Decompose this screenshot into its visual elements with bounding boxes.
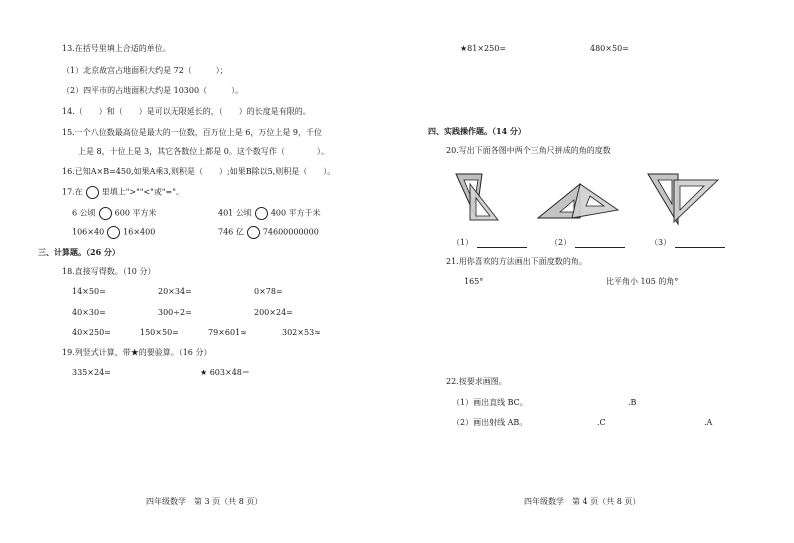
calc-item: 79×601≈ (208, 328, 247, 337)
compare-right: 16×400 (123, 227, 156, 237)
q15-line-2: 上是 8，十位上是 3，其它各数位上都是 0。这个数写作（ ）。 (78, 147, 329, 156)
compare-item (72, 207, 156, 220)
q16: 16.已知A×B=450,如果A乘3,则积是（ ）;如果B除以5,则积是（ ）。 (62, 167, 336, 176)
compare-item (218, 226, 319, 239)
calc-item: 480×50= (590, 44, 629, 53)
q13-item-1: （1）北京故宫占地面积大约是 72（ ）； (62, 66, 228, 75)
calc-item: 20×34= (158, 287, 192, 296)
q19-item-b: ★ 603×48＝ (200, 368, 250, 377)
compare-circle-icon[interactable] (99, 207, 112, 220)
q17-pre: 17.在 (62, 187, 83, 197)
q17-post: 里填上">""<"或"="。 (101, 187, 184, 197)
calc-item: 40×30= (72, 308, 106, 317)
compare-item (218, 207, 321, 220)
answer-line-2 (550, 238, 625, 248)
answer-blank[interactable] (575, 239, 625, 248)
q19-item-a: 335×24= (72, 368, 111, 377)
section-4-title: 四、实践操作题。（14 分） (428, 126, 526, 136)
answer-blank[interactable] (675, 239, 725, 248)
compare-circle-icon[interactable] (255, 207, 268, 220)
q22-item-1: （1）画出直线 BC。 (452, 398, 528, 407)
triangle-ruler-figure-2 (536, 180, 620, 222)
answer-line-1 (452, 238, 527, 248)
calc-item: 302×53≈ (282, 328, 321, 337)
triangle-ruler-figure-3 (646, 170, 720, 226)
calc-item: 0×78= (254, 287, 283, 296)
compare-circle-icon[interactable] (247, 226, 260, 239)
compare-circle-icon (86, 186, 99, 199)
compare-left: 401 公顷 (218, 208, 252, 218)
compare-circle-icon[interactable] (107, 226, 120, 239)
q13-item-2: （2）四平市的占地面积大约是 10300（ ）。 (62, 86, 244, 95)
q15-line-1: 15.一个八位数最高位是最大的一位数，百万位上是 6，万位上是 9，千位 (62, 128, 322, 137)
q17-title (62, 186, 184, 199)
q21-title: 21.用你喜欢的方法画出下面度数的角。 (446, 257, 587, 266)
answer-label: （3） (650, 238, 672, 247)
answer-line-3 (650, 238, 725, 248)
calc-item: ★81×250= (460, 44, 507, 53)
q19-title: 19.列竖式计算，带★的要验算。（16 分） (62, 348, 212, 357)
compare-right: 600 平方米 (114, 208, 157, 218)
q20-title: 20.写出下面各图中两个三角尺拼成的角的度数 (446, 146, 611, 155)
calc-item: 300÷2= (158, 308, 192, 317)
q21-angle-a: 165° (464, 277, 484, 286)
answer-label: （1） (452, 238, 474, 247)
compare-left: 106×40 (72, 227, 105, 237)
q21-angle-b: 比平角小 105 的角° (606, 277, 679, 286)
q14: 14.（ ）和（ ）是可以无限延长的，（ ）的长度是有限的。 (62, 107, 311, 116)
answer-blank[interactable] (477, 239, 527, 248)
q13-title: 13.在括号里填上合适的单位。 (62, 44, 171, 53)
compare-item (72, 226, 155, 239)
point-c: .C (597, 418, 606, 427)
q22-item-2: （2）画出射线 AB。 (452, 418, 528, 427)
q22-title: 22.按要求画图。 (446, 377, 507, 386)
compare-right: 74600000000 (262, 227, 319, 237)
compare-left: 746 亿 (218, 227, 244, 237)
point-a: .A (704, 418, 713, 427)
compare-left: 6 公顷 (72, 208, 96, 218)
section-3-title: 三、计算题。（26 分） (38, 247, 120, 257)
q18-title: 18.直接写得数。（10 分） (62, 267, 156, 276)
triangle-ruler-figure-1 (452, 172, 502, 224)
calc-item: 200×24= (254, 308, 293, 317)
point-b: .B (628, 398, 637, 407)
calc-item: 150×50= (140, 328, 179, 337)
calc-item: 40×250= (72, 328, 111, 337)
compare-right: 400 平方千米 (270, 208, 321, 218)
answer-label: （2） (550, 238, 572, 247)
footer-page-4: 四年级数学 第 4 页（共 8 页） (524, 497, 641, 506)
calc-item: 14×50= (72, 287, 106, 296)
footer-page-3: 四年级数学 第 3 页（共 8 页） (146, 497, 263, 506)
